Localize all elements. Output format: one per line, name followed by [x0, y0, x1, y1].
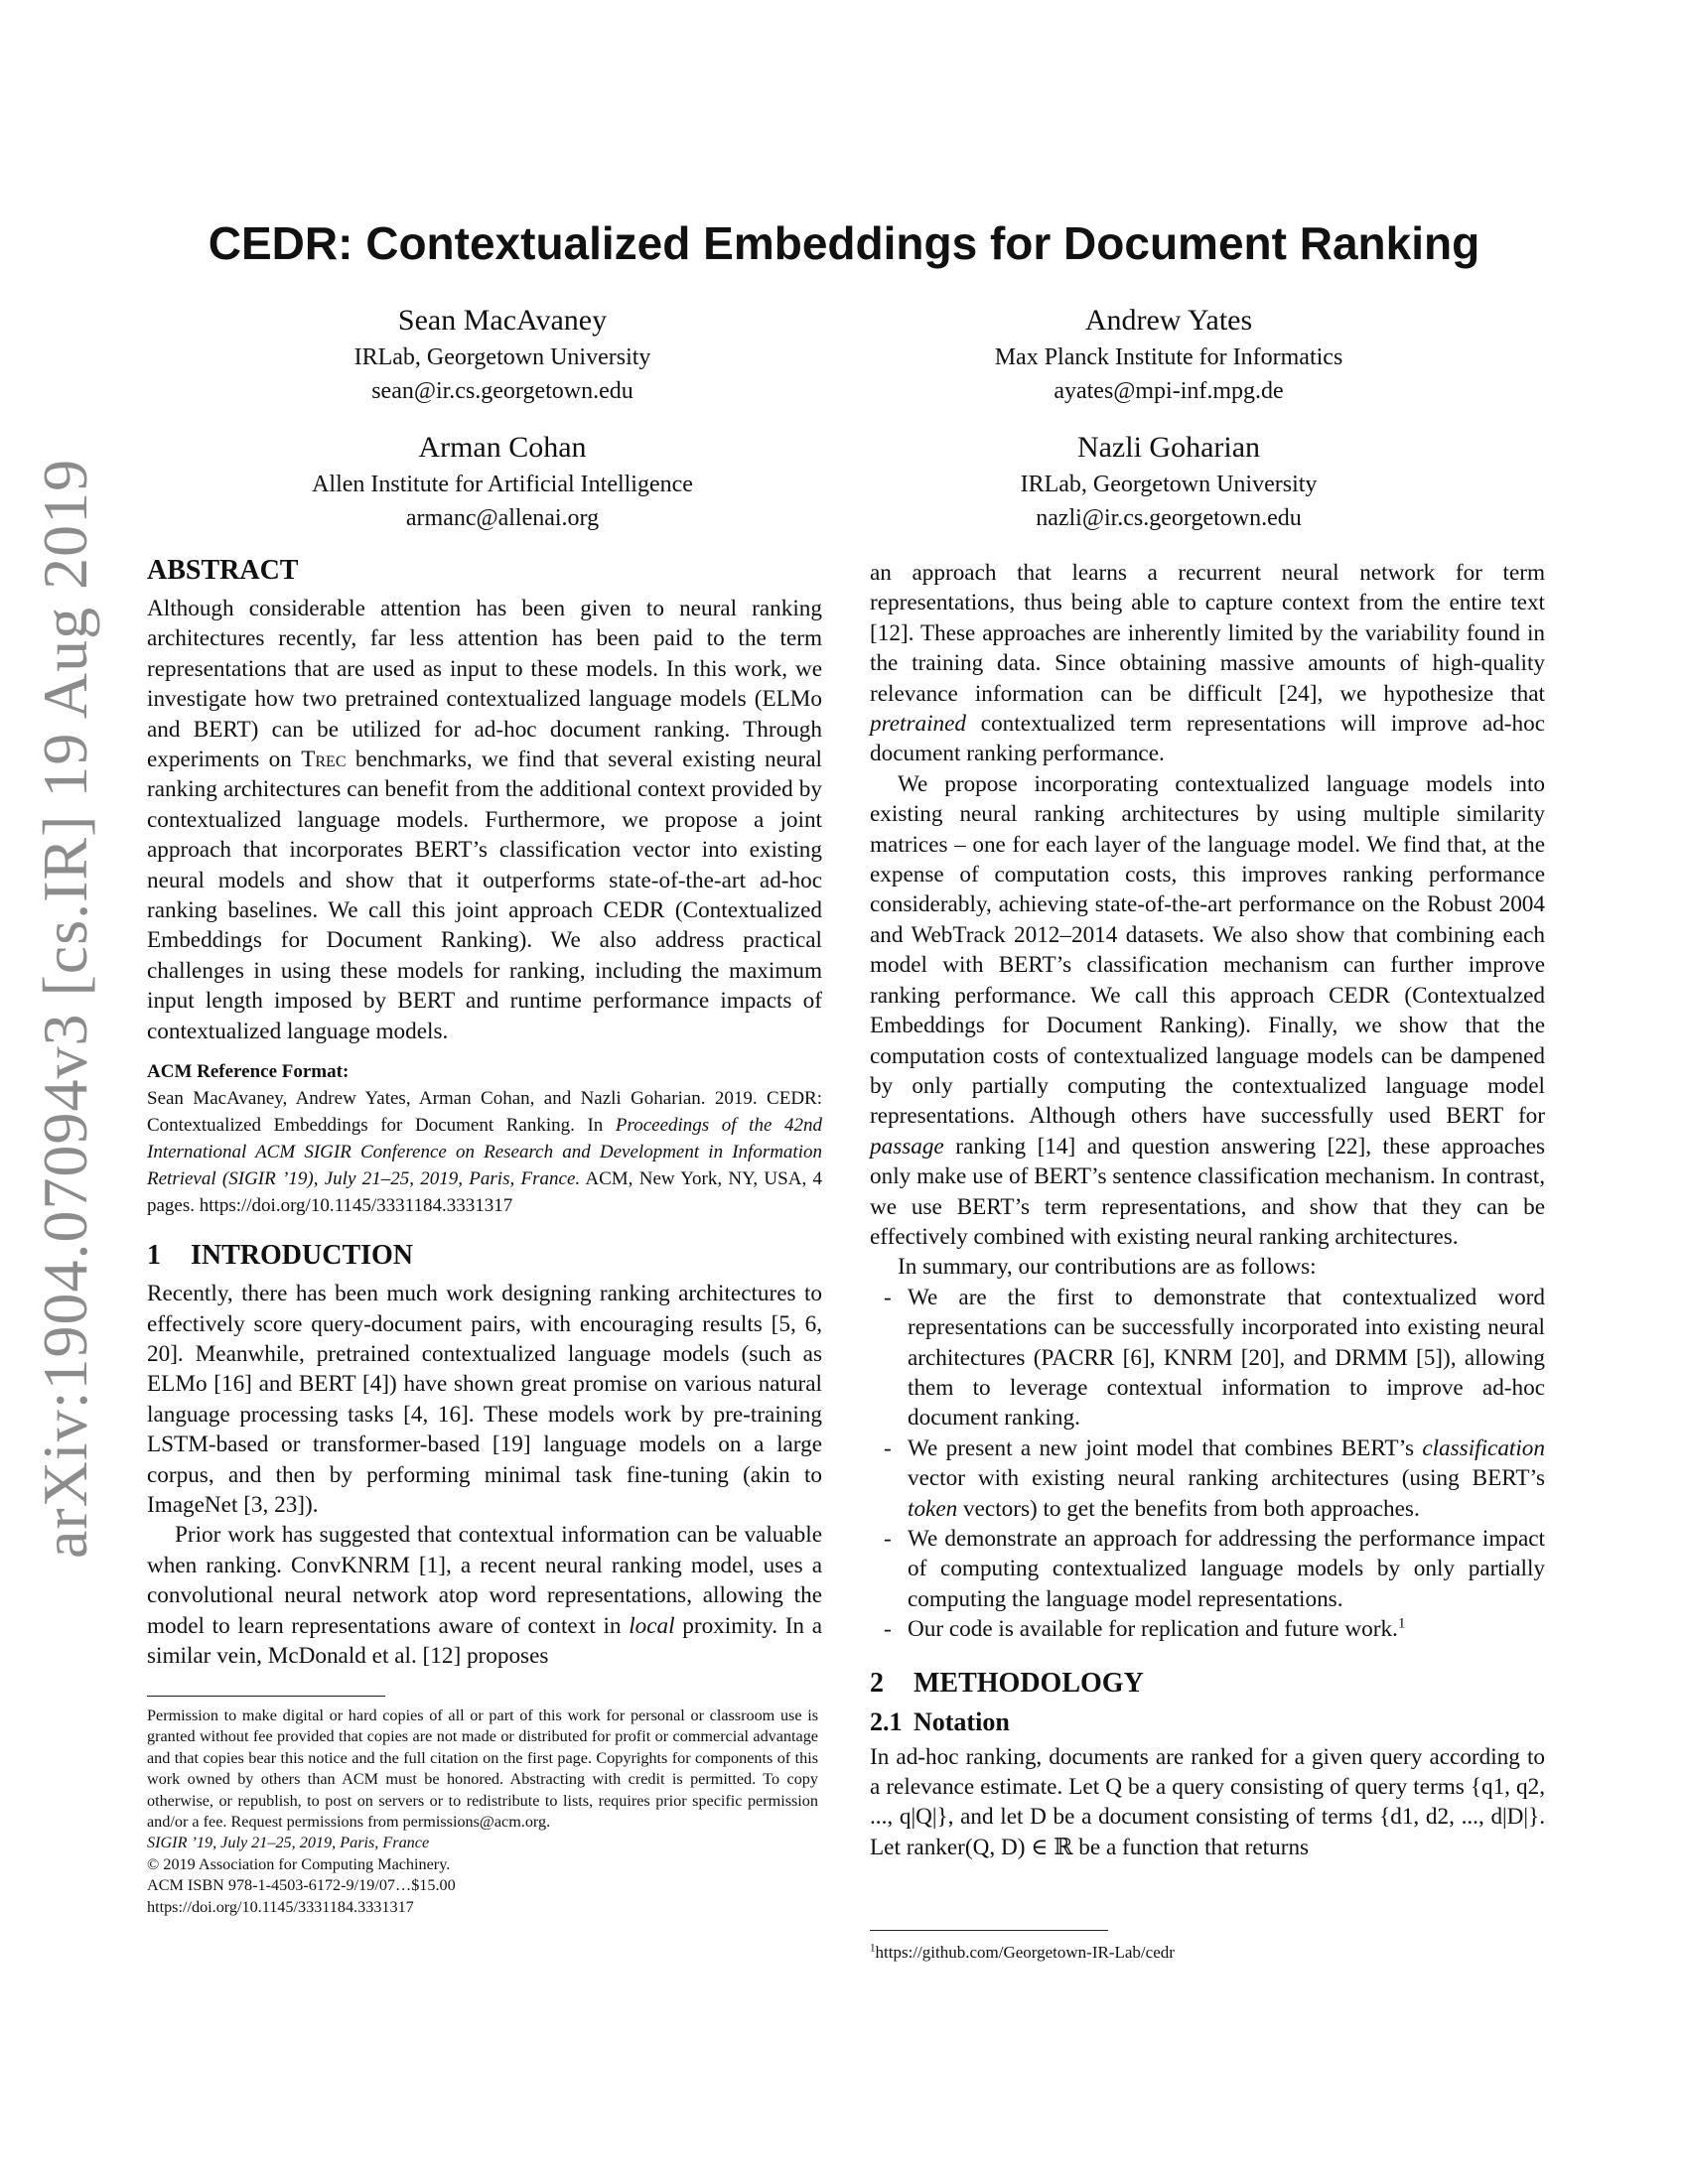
author-affiliation: IRLab, Georgetown University [1020, 472, 1318, 497]
list-item: - We demonstrate an approach for addressing the performance impact of computing contextualized language models by only partially computing the language model representations. [884, 1526, 1545, 1612]
list-item: - Our code is available for replication and future work.$^1$ [884, 1615, 1406, 1643]
isbn-line: ACM ISBN 978-1-4503-6172-9/19/07…$15.00 [147, 1876, 456, 1895]
paragraph: We propose incorporating contextualized language models into existing neural ranking architectures by using multiple similarity matrices – one for each layer of the language model. We find that, at the expense of computation costs, this improves ranking performance considerably, achieving state-of-the-art performance on the Robust 2004 and WebTrack 2012–2014 datasets. We also show that combining each model with BERT’s classification mechanism can further improve ranking performance. We call this approach CEDR (Contextualzed Embeddings for Document Ranking). Finally, we show that the computation costs of contextualized language models can be dampened by only partially computing the contextualized language model representations. Although others have successfully used BERT for passage ranking [14] and question answering [22], these approaches only make use of BERT’s sentence classification mechanism. In contrast, we use BERT’s term representations, and show that they can be effectively combined with existing neural ranking architectures. [870, 770, 1545, 1250]
author-name: Arman Cohan [418, 431, 587, 464]
author-email: sean@ir.cs.georgetown.edu [371, 378, 633, 404]
footnote: $^1$https://github.com/Georgetown-IR-Lab/cedr [870, 1942, 1175, 1962]
paragraph: Prior work has suggested that contextual information can be valuable when ranking. ConvKNRM [1], a recent neural ranking model, uses a convolutional neural network atop word representations, allowing the model to learn representations aware of context in local proximity. In a similar vein, McDonald et al. [12] proposes [147, 1522, 822, 1669]
footnote-marker: 1 [1397, 1615, 1406, 1632]
abstract-heading: ABSTRACT [147, 555, 299, 586]
permission-venue: SIGIR ’19, July 21–25, 2019, Paris, France [147, 1834, 430, 1852]
list-item: - We present a new joint model that combines BERT’s classification vector with existing neural ranking architectures (using BERT’s token vectors) to get the benefits from both approaches. [884, 1434, 1545, 1522]
author-name: Nazli Goharian [1076, 431, 1261, 464]
author-affiliation: Allen Institute for Artificial Intelligence [312, 472, 693, 497]
acm-reference-text: Sean MacAvaney, Andrew Yates, Arman Cohan, and Nazli Goharian. 2019. CEDR: Contextualized Embeddings for Document Ranking. In Proceedings of the 42nd International ACM SIGIR Conference on Research and Development in Information Retrieval (SIGIR ’19), July 21–25, 2019, Paris, France. ACM, New York, NY, USA, 4 pages. https://doi.org/10.1145/3331184.3331317 [147, 1088, 822, 1217]
arxiv-identifier: arXiv:1904.07094v3 [cs.IR] 19 Aug 2019 [30, 458, 100, 1559]
right-column [870, 558, 1545, 1862]
author-affiliation: Max Planck Institute for Informatics [994, 344, 1343, 370]
paragraph: an approach that learns a recurrent neural network for term representations, thus being able to capture context from the entire text [12]. These approaches are inherently limited by the variability found in the training data. Since obtaining massive amounts of high-quality relevance information can be difficult [24], we hypothesize that pretrained contextualized term representations will improve ad-hoc document ranking performance. [870, 560, 1545, 767]
author-name: Andrew Yates [1084, 304, 1253, 337]
author-email: armanc@allenai.org [405, 505, 600, 531]
author-affiliation: IRLab, Georgetown University [353, 344, 651, 370]
author-email: nazli@ir.cs.georgetown.edu [1036, 505, 1302, 531]
acm-reference-label: ACM Reference Format: [147, 1061, 350, 1083]
left-column [147, 554, 822, 1671]
paper-title: CEDR: Contextualized Embeddings for Document Ranking [208, 217, 1480, 269]
author-block [851, 428, 1486, 535]
subsection-heading: 2.1 Notation [870, 1706, 1010, 1736]
author-block [185, 428, 820, 535]
paragraph: Recently, there has been much work designing ranking architectures to effectively score query-document pairs, with encouraging results [5, 6, 20]. Meanwhile, pretrained contextualized language models (such as ELMo [16] and BERT [4]) have shown great promise on various natural language processing tasks [4, 16]. These models work by pre-training LSTM-based or transformer-based [19] language models on a large corpus, and then by performing minimal task fine-tuning (akin to ImageNet [3, 23]). [147, 1281, 822, 1518]
permission-text: Permission to make digital or hard copies of all or part of this work for personal or classroom use is granted without fee provided that copies are not made or distributed for profit or commercial advantage and that copies bear this notice and the full citation on the first page. Copyrights for components of this work owned by others than ACM must be honored. Abstracting with credit is permitted. To copy otherwise, or republish, to post on servers or to redistribute to lists, requires prior specific permission and/or a fee. Request permissions from permissions@acm.org. [147, 1706, 818, 1832]
author-block [185, 301, 820, 408]
author-email: ayates@mpi-inf.mpg.de [1054, 378, 1284, 404]
acm-reference-format [147, 1058, 822, 1219]
author-name: Sean MacAvaney [397, 304, 608, 337]
contributions-list [870, 1283, 1545, 1645]
list-item: - We are the first to demonstrate that contextualized word representations can be successfully incorporated into existing neural architectures (PACRR [6], KNRM [20], and DRMM [5]), allowing them to leverage contextual information to improve ad-hoc document ranking. [884, 1284, 1545, 1432]
section-heading: 1 INTRODUCTION [147, 1240, 414, 1272]
doi-line: https://doi.org/10.1145/3331184.3331317 [147, 1897, 414, 1916]
permission-notice [147, 1706, 818, 1918]
paragraph: In ad-hoc ranking, documents are ranked for a given query according to a relevance estimate. Let Q be a query consisting of query terms {q1, q2, ..., q|Q|}, and let D be a document consisting of terms {d1, d2, ..., d|D|}. Let ranker(Q, D) ∈ ℝ be a function that returns [870, 1743, 1545, 1860]
paragraph: In summary, our contributions are as follows: [898, 1254, 1317, 1281]
copyright-line: © 2019 Association for Computing Machinery. [147, 1854, 451, 1873]
footnote-rule [870, 1930, 1108, 1931]
author-block [851, 301, 1486, 408]
abstract-text: Although considerable attention has been given to neural ranking architectures recently, far less attention has been paid to the term representations that are used as input to these models. In this work, we investigate how two pretrained contextualized language models (ELMo and BERT) can be utilized for ad-hoc document ranking. Through experiments on Trec benchmarks, we find that several existing neural ranking architectures can benefit from the additional context provided by contextualized language models. Furthermore, we propose a joint approach that incorporates BERT’s classification vector into existing neural models and show that it outperforms state-of-the-art ad-hoc ranking baselines. We call this joint approach CEDR (Contextualized Embeddings for Document Ranking). We also address practical challenges in using these models for ranking, including the maximum input length imposed by BERT and runtime performance impacts of contextualized language models. [147, 596, 822, 1044]
section-heading: 2 METHODOLOGY [870, 1667, 1144, 1699]
footnote-url: https://github.com/Georgetown-IR-Lab/cedr [875, 1943, 1175, 1962]
footnote-rule [147, 1696, 385, 1697]
